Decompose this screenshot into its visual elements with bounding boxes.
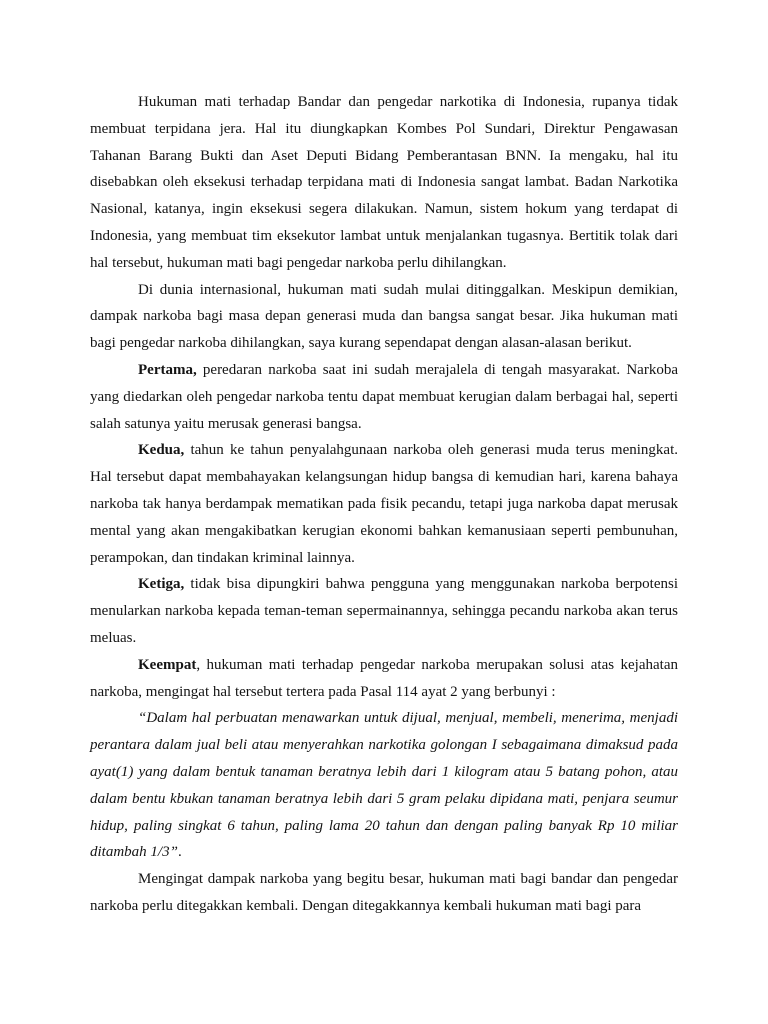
point-second-lead: Kedua, bbox=[138, 442, 185, 459]
point-fourth bbox=[90, 652, 678, 706]
law-quote bbox=[90, 705, 678, 866]
law-quote-text: “Dalam hal perbuatan menawarkan untuk dijual, menjual, membeli, menerima, menjadi perantara dalam jual beli atau menyerahkan narkotika golongan I sebagaimana dimaksud pada ayat(1) yang dalam bentuk tanaman beratnya lebih dari 1 kilogram atau 5 batang pohon, atau dalam bentu kbukan tanaman beratnya lebih dari 5 gram pelaku dipidana mati, penjara seumur hidup, paling singkat 6 tahun, paling lama 20 tahun dan dengan paling banyak Rp 10 miliar ditambah 1/3” bbox=[90, 710, 678, 861]
point-third-text: tidak bisa dipungkiri bahwa pengguna yang menggunakan narkoba berpotensi menularkan narkoba kepada teman-teman sepermainannya, sehingga pecandu narkoba akan terus meluas. bbox=[90, 576, 678, 646]
paragraph-international: Di dunia internasional, hukuman mati sudah mulai ditinggalkan. Meskipun demikian, dampak narkoba bagi masa depan generasi muda dan bangsa sangat besar. Jika hukuman mati bagi pengedar narkoba dihilangkan, saya kurang sependapat dengan alasan-alasan berikut. bbox=[90, 281, 678, 352]
point-third-lead: Ketiga, bbox=[138, 576, 185, 593]
point-first-lead: Pertama, bbox=[138, 361, 197, 378]
point-fourth-lead: Keempat bbox=[138, 656, 197, 673]
point-first-text: peredaran narkoba saat ini sudah merajalela di tengah masyarakat. Narkoba yang diedarkan oleh pengedar narkoba tentu dapat membuat kerugian dalam berbagai hal, seperti salah satunya yaitu merusak generasi bangsa. bbox=[90, 361, 678, 432]
point-second-text: tahun ke tahun penyalahgunaan narkoba oleh generasi muda terus meningkat. Hal tersebut dapat membahayakan kelangsungan hidup bangsa di kemudian hari, karena bahaya narkoba tak hanya berdampak mematikan pada fisik pecandu, tetapi juga narkoba dapat merusak mental yang akan mengakibatkan kerugian ekonomi bahkan kemanusiaan seperti pembunuhan, perampokan, dan tindakan kriminal lainnya. bbox=[90, 442, 678, 566]
point-second bbox=[90, 437, 678, 571]
paragraph-intro: Hukuman mati terhadap Bandar dan pengedar narkotika di Indonesia, rupanya tidak membuat terpidana jera. Hal itu diungkapkan Kombes Pol Sundari, Direktur Pengawasan Tahanan Barang Bukti dan Aset Deputi Bidang Pemberantasan BNN. Ia mengaku, hal itu disebabkan oleh eksekusi terhadap terpidana mati di Indonesia sangat lambat. Badan Narkotika Nasional, katanya, ingin eksekusi segera dilakukan. Namun, sistem hokum yang terdapat di Indonesia, yang membuat tim eksekutor lambat untuk menjalankan tugasnya. Bertitik tolak dari hal tersebut, hukuman mati bagi pengedar narkoba perlu dihilangkan. bbox=[90, 94, 678, 271]
point-fourth-text: , hukuman mati terhadap pengedar narkoba merupakan solusi atas kejahatan narkoba, mengingat hal tersebut tertera pada Pasal 114 ayat 2 yang berbunyi : bbox=[90, 656, 678, 700]
point-first bbox=[90, 357, 678, 437]
law-quote-end: . bbox=[177, 844, 182, 861]
point-third bbox=[90, 571, 678, 651]
document-body bbox=[90, 89, 678, 920]
paragraph-closing: Mengingat dampak narkoba yang begitu besar, hukuman mati bagi bandar dan pengedar narkoba perlu ditegakkan kembali. Dengan ditegakkannya kembali hukuman mati bagi para bbox=[90, 871, 678, 914]
